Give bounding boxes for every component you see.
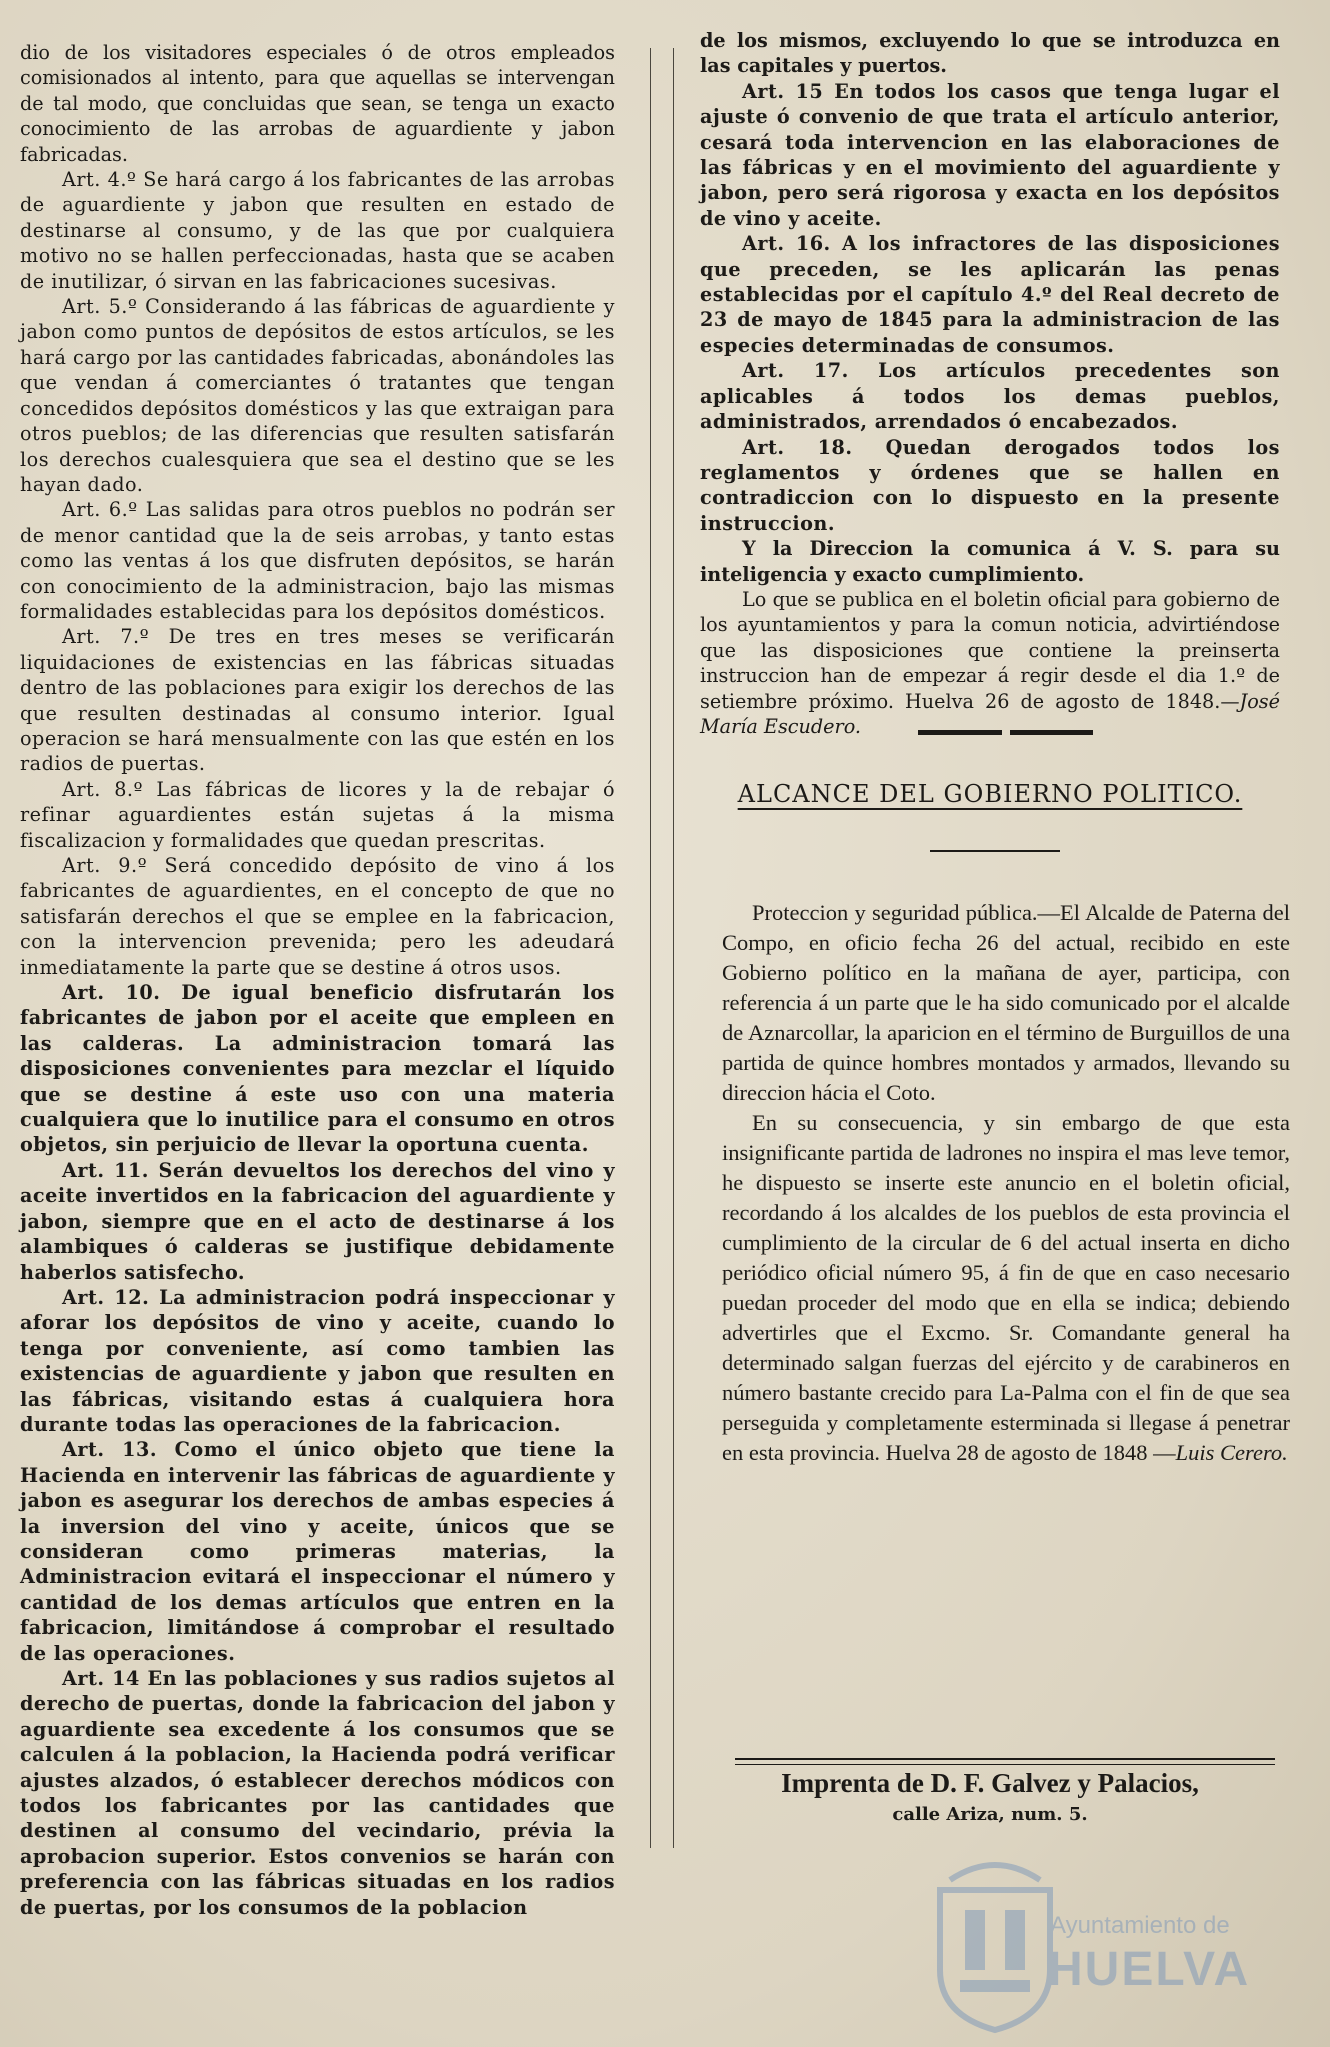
supplement-notice xyxy=(722,898,1290,1468)
article-16: Art. 16. A los infractores de las disposiciones que preceden, se les aplicarán las penas establecidas por el capítulo 4.º del Real decreto de 23 de mayo de 1845 para la administracion de las especies determinadas de consumos. xyxy=(700,232,1280,357)
closing-signature: José María Escudero. xyxy=(700,689,1280,738)
left-column xyxy=(20,40,615,1919)
direction-note: Y la Direccion la comunica á V. S. para su inteligencia y exacto cumplimiento. xyxy=(700,537,1280,586)
closing-paragraph xyxy=(700,587,1280,739)
article-5: Art. 5.º Considerando á las fábricas de aguardiente y jabon como puntos de depósitos de estos artículos, se les hará cargo por las cantidades fabricadas, abonándoles las que vendan á comerciantes ó tratantes que tengan concedidos depósitos domésticos y las que extraigan para otros pueblos; de las diferencias que resulten satisfarán los derechos cualesquiera que sea el destino que se les hayan dado. xyxy=(20,295,615,496)
article-17: Art. 17. Los artículos precedentes son aplicables á todos los demas pueblos, administrados, arrendados ó encabezados. xyxy=(700,359,1280,434)
article-7: Art. 7.º De tres en tres meses se verificarán liquidaciones de existencias en las fábricas situadas dentro de las poblaciones para exigir los derechos de las que resulten destinadas al consumo interior. Igual operacion se hará mensualmente con las que estén en los radios de puertas. xyxy=(20,625,615,776)
article-4: Art. 4.º Se hará cargo á los fabricantes de las arrobas de aguardiente y jabon que resulten en estado de destinarse al consumo, y de las que por cualquiera motivo no se hallen perfeccionadas, hasta que se acaben de inutilizar, ó sirvan en las fabricaciones sucesivas. xyxy=(20,168,615,293)
title-rule xyxy=(930,850,1060,852)
article-13: Art. 13. Como el único objeto que tiene la Hacienda en intervenir las fábricas de aguardiente y jabon es asegurar los derechos de ambas especies á la inversion del vino y aceite, únicos que se consideran como primeras materias, la Administracion evitará el inspeccionar el número y cantidad de los demas artículos que entren en la fabricacion, limitándose á comprobar el resultado de las operaciones. xyxy=(20,1438,615,1665)
article-14: Art. 14 En las poblaciones y sus radios sujetos al derecho de puertas, donde la fabricacion del jabon y aguardiente sea excedente á los consumos que se calculen á la poblacion, la Hacienda podrá verificar ajustes alzados, ó establecer derechos módicos con todos los fabricantes por las cantidades que destinen al consumo del vecindario, prévia la aprobacion superior. Estos convenios se harán con preferencia con las fábricas situadas en los radios de puertas, por los consumos de la poblacion xyxy=(20,1667,615,1919)
article-6: Art. 6.º Las salidas para otros pueblos no podrán ser de menor cantidad que la de seis arrobas, y tanto estas como las ventas á los que disfruten depósitos, se harán con conocimiento de la administracion, bajo las mismas formalidades establecidas para los depósitos domésticos. xyxy=(20,498,615,623)
printer-name: Imprenta de D. F. Galvez y Palacios, xyxy=(781,1768,1199,1798)
notice-signature: Luis Cerero. xyxy=(1175,1440,1288,1465)
watermark-line2: HUELVA xyxy=(1048,1943,1251,1996)
notice-text: En su consecuencia, y sin embargo de que esta insignificante partida de ladrones no inspira el mas leve temor, he dispuesto se inserte este anuncio en el boletin oficial, recordando á los alcaldes de los pueblos de esta provincia el cumplimiento de la circular de 6 del actual inserta en dicho periódico oficial número 95, á fin de que en caso necesario puedan proceder del modo que en ella se indica; debiendo advertirles que el Excmo. Sr. Comandante general ha determinado salgan fuerzas del ejército y de carabineros en número bastante crecido para La-Palma con el fin de que sea perseguida y completamente esterminada si llegase á penetrar en esta provincia. Huelva 28 de agosto de 1848 — xyxy=(722,1110,1290,1465)
article-12: Art. 12. La administracion podrá inspeccionar y aforar los depósitos de vino y aceite, cuando lo tenga por conveniente, así como tambien las existencias de aguardiente y jabon que resulten en las fábricas, visitando estas á cualquiera hora durante todas las operaciones de la fabricacion. xyxy=(20,1285,615,1436)
watermark xyxy=(920,1850,1280,2035)
article-11: Art. 11. Serán devueltos los derechos del vino y aceite invertidos en la fabricacion del aguardiente y jabon, siempre que en el acto de destinarse á los alambiques ó calderas se justifique debidamente haberlos satisfecho. xyxy=(20,1158,615,1284)
article-10: Art. 10. De igual beneficio disfrutarán los fabricantes de jabon por el aceite que empleen en las calderas. La administracion tomará las disposiciones convenientes para mezclar el líquido que se destine á este uso con una materia cualquiera que lo inutilice para el consumo en otros objetos, sin perjuicio de llevar la oportuna cuenta. xyxy=(20,981,615,1157)
printer-address: calle Ariza, num. 5. xyxy=(892,1804,1088,1825)
article-9: Art. 9.º Será concedido depósito de vino á los fabricantes de aguardientes, en el concepto de que no satisfarán derechos el que se emplee en la fabricacion, con la intervencion prevenida; pero les adeudará inmediatamente la parte que se destine á otros usos. xyxy=(20,854,615,979)
article-18: Art. 18. Quedan derogados todos los reglamentos y órdenes que se hallen en contradiccion con lo dispuesto en la presente instruccion. xyxy=(700,435,1280,535)
notice-paragraph-2 xyxy=(722,1108,1290,1468)
column-divider-right xyxy=(673,48,674,1848)
column-divider-left xyxy=(650,48,651,1848)
printer-rule xyxy=(735,1758,1275,1765)
right-column xyxy=(700,28,1280,739)
left-paragraph: dio de los visitadores especiales ó de otros empleados comisionados al intento, para que aquellas se intervengan de tal modo, que concluidas que sean, se tenga un exacto conocimiento de las arrobas de aguardiente y jabon fabricadas. xyxy=(20,41,615,166)
article-8: Art. 8.º Las fábricas de licores y la de rebajar ó refinar aguardientes están sujetas á la misma fiscalizacion y formalidades que quedan prescritas. xyxy=(20,777,615,852)
supplement-title: ALCANCE DEL GOBIERNO POLITICO. xyxy=(737,780,1243,808)
watermark-line1: Ayuntamiento de xyxy=(1050,1912,1230,1939)
section-separator xyxy=(918,730,1093,736)
notice-paragraph-1: Proteccion y seguridad pública.—El Alcalde de Paterna del Compo, en oficio fecha 26 del actual, recibido en este Gobierno político en la mañana de ayer, participa, con referencia á un parte que le ha sido comunicado por el alcalde de Aznarcollar, la aparicion en el término de Burguillos de una partida de quince hombres montados y armados, llevando su direccion hácia el Coto. xyxy=(722,900,1290,1105)
article-15: Art. 15 En todos los casos que tenga lugar el ajuste ó convenio de que trata el artículo anterior, cesará toda intervencion en las elaboraciones de las fábricas y en el movimiento del aguardiente y jabon, pero será rigorosa y exacta en los depósitos de vino y aceite. xyxy=(700,79,1280,230)
right-continuation: de los mismos, excluyendo lo que se introduzca en las capitales y puertos. xyxy=(700,29,1280,78)
closing-text: Lo que se publica en el boletin oficial para gobierno de los ayuntamientos y para la comun noticia, advirtiéndose que las disposiciones que contiene la preinserta instruccion han de empezar á regir desde el dia 1.º de setiembre próximo. Huelva 26 de agosto de 1848.— xyxy=(700,587,1280,713)
